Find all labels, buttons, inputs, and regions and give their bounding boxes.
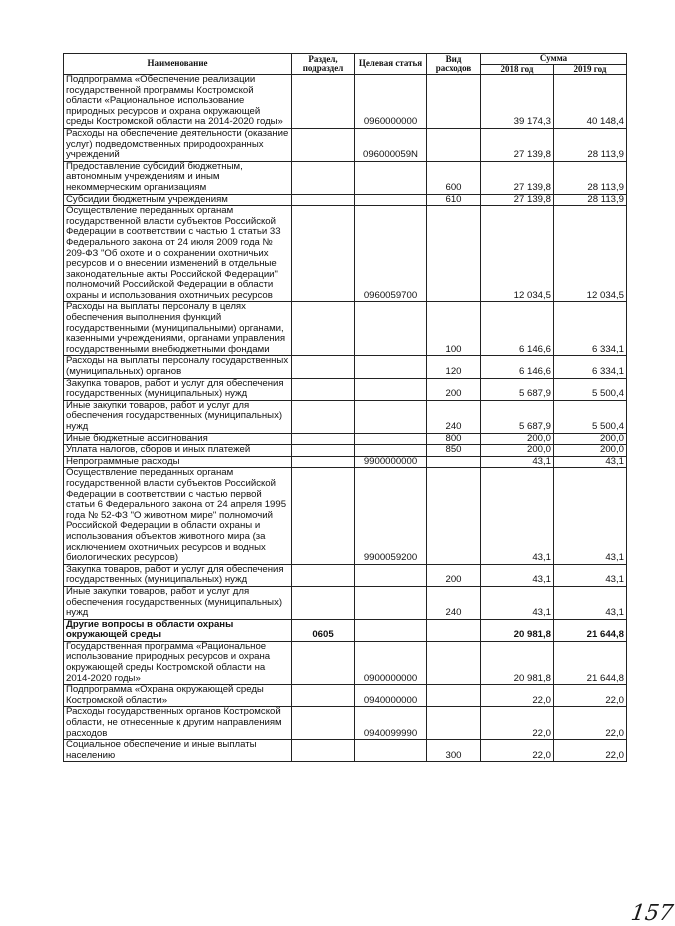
row-section [292,641,355,684]
row-section [292,445,355,457]
row-name: Закупка товаров, работ и услуг для обеспечения государственных (муниципальных) нужд [64,378,292,400]
row-sum-2018: 22,0 [481,707,554,740]
row-name: Расходы на выплаты персоналу государственных (муниципальных) органов [64,356,292,378]
table-row [64,456,627,468]
page-number: 157 [629,901,675,926]
row-sum-2019: 43,1 [554,586,627,619]
header-sum: Сумма [481,54,627,65]
row-sum-2019: 5 500,4 [554,378,627,400]
table-row [64,378,627,400]
row-section: 0605 [292,619,355,641]
row-target-article: 0900000000 [355,641,427,684]
row-target-article [355,619,427,641]
table-row [64,206,627,302]
table-row [64,433,627,445]
row-expense-type [427,75,481,129]
row-name: Подпрограмма «Обеспечение реализации государственной программы Костромской области «Рациональное использование природных ресурсов и охрана окружающей среды Костромской области на 2014-2020 годы» [64,75,292,129]
row-name: Иные закупки товаров, работ и услуг для обеспечения государственных (муниципальных) нужд [64,586,292,619]
table-row [64,685,627,707]
row-sum-2019: 6 334,1 [554,302,627,356]
row-expense-type: 600 [427,161,481,194]
row-sum-2019: 43,1 [554,456,627,468]
row-sum-2019: 40 148,4 [554,75,627,129]
row-section [292,378,355,400]
row-sum-2019: 22,0 [554,740,627,762]
row-expense-type [427,128,481,161]
row-target-article [355,161,427,194]
row-sum-2018: 27 139,8 [481,128,554,161]
row-name: Непрограммные расходы [64,456,292,468]
row-expense-type: 800 [427,433,481,445]
row-target-article [355,564,427,586]
row-section [292,456,355,468]
row-sum-2018: 27 139,8 [481,194,554,206]
row-sum-2019: 21 644,8 [554,619,627,641]
row-expense-type: 850 [427,445,481,457]
row-target-article [355,586,427,619]
row-expense-type [427,206,481,302]
row-expense-type [427,456,481,468]
row-expense-type: 200 [427,378,481,400]
row-name: Государственная программа «Рациональное использование природных ресурсов и охрана окружающей среды Костромской области на 2014-2020 годы» [64,641,292,684]
row-sum-2018: 43,1 [481,456,554,468]
row-sum-2018: 43,1 [481,468,554,564]
row-section [292,194,355,206]
budget-table [63,53,627,762]
table-row [64,356,627,378]
row-sum-2018: 5 687,9 [481,378,554,400]
row-expense-type [427,641,481,684]
row-sum-2019: 43,1 [554,564,627,586]
row-name: Осуществление переданных органам государственной власти субъектов Российской Федерации в соответствии с частью первой статьи 6 Федерального закона от 24 апреля 1995 года № 52-ФЗ "О животном мире" полномочий Российской Федерации в области охраны и использования объектов животного мира (за исключением охотничьих ресурсов и водных биологических ресурсов) [64,468,292,564]
row-sum-2019: 12 034,5 [554,206,627,302]
row-target-article: 0960059700 [355,206,427,302]
row-name: Осуществление переданных органам государственной власти субъектов Российской Федерации в соответствии с частью 1 статьи 33 Федерального закона от 24 июля 2009 года № 209-ФЗ "Об охоте и о сохранении охотничьих ресурсов и о внесении изменений в отдельные законодательные акты Российской Федерации" полномочий Российской Федерации в области охраны и использования охотничьих ресурсов [64,206,292,302]
row-section [292,128,355,161]
table-row [64,194,627,206]
row-section [292,468,355,564]
row-sum-2019: 200,0 [554,433,627,445]
header-year-2019: 2019 год [554,64,627,75]
row-name: Закупка товаров, работ и услуг для обеспечения государственных (муниципальных) нужд [64,564,292,586]
header-type: Вид расходов [427,54,481,75]
table-row [64,586,627,619]
row-expense-type: 120 [427,356,481,378]
row-section [292,685,355,707]
row-expense-type [427,619,481,641]
row-target-article [355,194,427,206]
row-name: Социальное обеспечение и иные выплаты населению [64,740,292,762]
table-row [64,740,627,762]
row-expense-type: 610 [427,194,481,206]
row-sum-2018: 6 146,6 [481,356,554,378]
table-row [64,400,627,433]
row-target-article [355,378,427,400]
row-target-article: 0960000000 [355,75,427,129]
row-name: Субсидии бюджетным учреждениям [64,194,292,206]
row-sum-2018: 20 981,8 [481,641,554,684]
row-section [292,356,355,378]
row-sum-2018: 39 174,3 [481,75,554,129]
table-row [64,75,627,129]
row-section [292,75,355,129]
header-section: Раздел, подраздел [292,54,355,75]
row-sum-2018: 200,0 [481,445,554,457]
table-row [64,445,627,457]
header-year-2018: 2018 год [481,64,554,75]
row-name: Подпрограмма «Охрана окружающей среды Костромской области» [64,685,292,707]
row-expense-type: 240 [427,586,481,619]
table-row [64,641,627,684]
row-target-article [355,445,427,457]
row-section [292,564,355,586]
row-expense-type [427,707,481,740]
row-section [292,302,355,356]
row-target-article [355,433,427,445]
row-sum-2019: 6 334,1 [554,356,627,378]
row-name: Расходы государственных органов Костромской области, не отнесенные к другим направлениям расходов [64,707,292,740]
row-sum-2018: 6 146,6 [481,302,554,356]
row-sum-2018: 43,1 [481,586,554,619]
row-target-article [355,400,427,433]
row-sum-2019: 43,1 [554,468,627,564]
row-section [292,740,355,762]
table-row [64,302,627,356]
row-sum-2018: 200,0 [481,433,554,445]
row-name: Расходы на обеспечение деятельности (оказание услуг) подведомственных природоохранных учреждений [64,128,292,161]
row-sum-2019: 28 113,9 [554,194,627,206]
row-sum-2019: 28 113,9 [554,128,627,161]
row-sum-2018: 20 981,8 [481,619,554,641]
row-section [292,161,355,194]
table-row [64,468,627,564]
row-section [292,707,355,740]
row-expense-type: 100 [427,302,481,356]
header-target: Целевая статья [355,54,427,75]
row-target-article [355,302,427,356]
table-row [64,619,627,641]
row-name: Иные бюджетные ассигнования [64,433,292,445]
row-sum-2018: 22,0 [481,740,554,762]
row-section [292,433,355,445]
budget-page [63,53,675,926]
row-sum-2018: 12 034,5 [481,206,554,302]
row-sum-2018: 43,1 [481,564,554,586]
table-row [64,128,627,161]
row-target-article: 096000059N [355,128,427,161]
row-sum-2019: 21 644,8 [554,641,627,684]
row-expense-type [427,685,481,707]
row-sum-2018: 5 687,9 [481,400,554,433]
row-expense-type: 200 [427,564,481,586]
table-row [64,161,627,194]
row-sum-2018: 27 139,8 [481,161,554,194]
row-name: Предоставление субсидий бюджетным, автономным учреждениям и иным некоммерческим организациям [64,161,292,194]
row-sum-2019: 22,0 [554,707,627,740]
row-target-article: 9900000000 [355,456,427,468]
row-section [292,400,355,433]
row-sum-2019: 22,0 [554,685,627,707]
row-section [292,586,355,619]
row-name: Расходы на выплаты персоналу в целях обеспечения выполнения функций государственными (муниципальными) органами, казенными учреждениями, органами управления государственными внебюджетными фондами [64,302,292,356]
row-sum-2019: 5 500,4 [554,400,627,433]
row-name: Уплата налогов, сборов и иных платежей [64,445,292,457]
row-target-article: 0940000000 [355,685,427,707]
row-target-article [355,740,427,762]
table-row [64,564,627,586]
row-target-article: 0940099990 [355,707,427,740]
row-sum-2018: 22,0 [481,685,554,707]
row-name: Иные закупки товаров, работ и услуг для обеспечения государственных (муниципальных) нужд [64,400,292,433]
row-target-article [355,356,427,378]
row-sum-2019: 28 113,9 [554,161,627,194]
row-section [292,206,355,302]
table-row [64,707,627,740]
header-name: Наименование [64,54,292,75]
row-expense-type: 240 [427,400,481,433]
row-sum-2019: 200,0 [554,445,627,457]
row-expense-type [427,468,481,564]
row-target-article: 9900059200 [355,468,427,564]
row-name: Другие вопросы в области охраны окружающей среды [64,619,292,641]
row-expense-type: 300 [427,740,481,762]
